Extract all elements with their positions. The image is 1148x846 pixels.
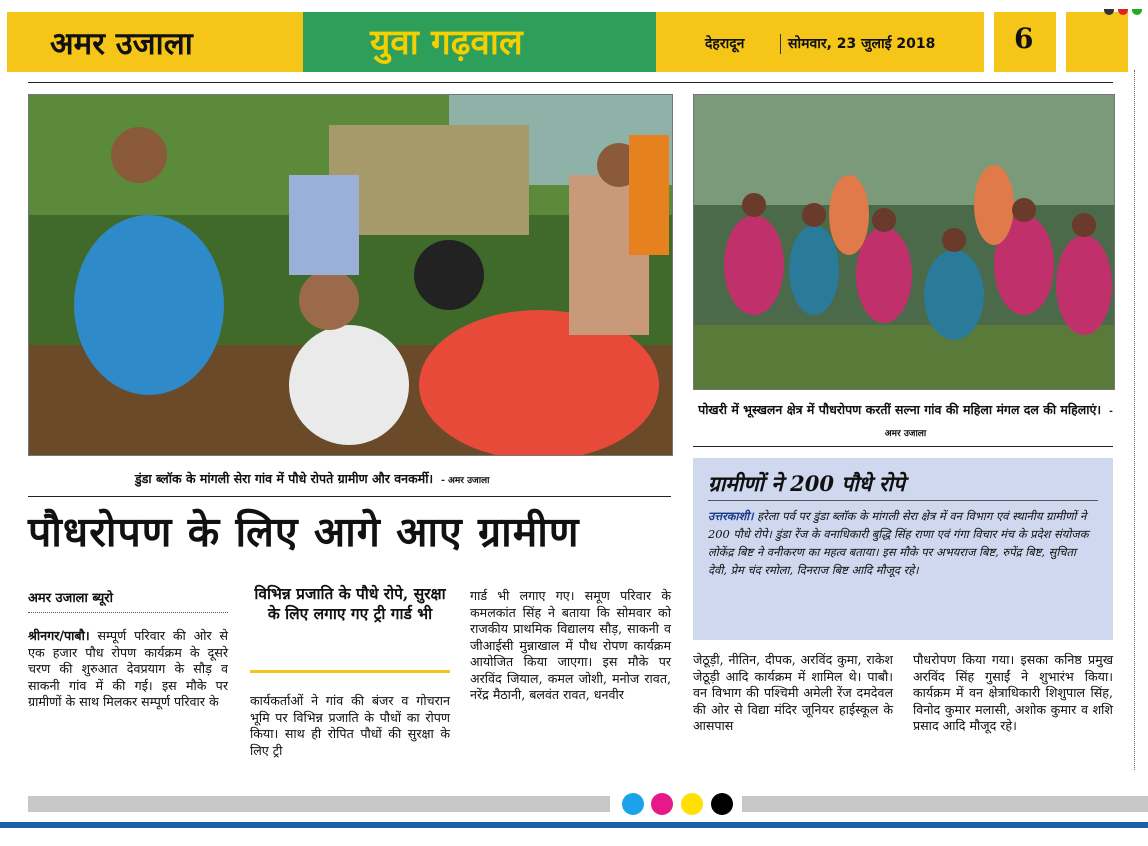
byline-rule: [28, 612, 228, 613]
left-photo: [28, 94, 673, 456]
column-1-dateline: श्रीनगर/पाबौ।: [28, 628, 90, 643]
sidebar-title: ग्रामीणों ने 200 पौधे रोपे: [708, 471, 905, 496]
sidebar-body: हरेला पर्व पर डुंडा ब्लॉक के मांगली सेरा क्षेत्र में वन विभाग एवं स्थानीय ग्रामीणों ने 200 पौधे रोपे। डुंडा रेंज के वनाधिकारी बुद्धि सिंह राणा एवं गंगा विचार मंच के प्रदेश संयोजक लोकेंद्र बिष्ट ने वनीकरण का महत्व बताया। इस मौके पर अभयराज बिष्ट, रुपेंद्र बिष्ट, सुचिता देवी, प्रेम चंद रमोला, दिनराज बिष्ट आदि मौजूद रहे।: [708, 509, 1089, 577]
column-4: जेठूड़ी, नीतिन, दीपक, अरविंद कुमा, राकेश जेठूड़ी आदि कार्यक्रम में शामिल थे। पाबौ। वन विभाग की पश्चिमी अमेली रेंज दमदेवल की ओर से विद्या मंदिर जूनियर हाईस्कूल के आसपास: [693, 652, 893, 733]
cyan-registration-dot: [622, 793, 644, 815]
column-1: [28, 628, 228, 711]
left-photo-credit: - अमर उजाला: [441, 476, 490, 486]
masthead-end-box: [1066, 12, 1128, 72]
black-registration-dot: [711, 793, 733, 815]
brand-logo: अमर उजाला: [50, 26, 193, 62]
right-photo-caption-row: [693, 400, 1118, 444]
byline: अमर उजाला ब्यूरो: [28, 591, 113, 606]
left-photo-image: [29, 95, 672, 455]
sidebar-rule: [708, 500, 1098, 501]
column-1-text: सम्पूर्ण परिवार की ओर से एक हजार पौध रोपण कार्यक्रम के दूसरे चरण की शुरुआत देवप्रयाग के सौड़ व साकनी गांव में की गई। इस मौके पर ग्रामीणों के साथ मिलकर सम्पूर्ण परिवार के: [28, 628, 228, 709]
footer-gray-bar-right: [742, 796, 1148, 812]
column-3: गार्ड भी लगाए गए। समूण परिवार के कमलकांत सिंह ने बताया कि सोमवार को राजकीय प्राथमिक विद्यालय सौड़, साकनी व जीआईसी मुन्नाखाल में पौध रोपण कार्यक्रम आयोजित किया जाएगा। इस मौके पर अरविंद जियाल, कमल जोशी, मनोज रावत, नरेंद्र मैठानी, बलवंत रावत, धनवीर: [470, 588, 671, 702]
headline: पौधरोपण के लिए आगे आए ग्रामीण: [28, 508, 580, 556]
magenta-registration-dot: [651, 793, 673, 815]
right-photo-credit: - अमर उजाला: [884, 407, 1113, 439]
yellow-registration-dot: [681, 793, 703, 815]
right-photo-caption: पोखरी में भूस्खलन क्षेत्र में पौधरोपण करतीं सल्ना गांव की महिला मंगल दल की महिलाएं।: [698, 402, 1102, 417]
subhead-rule: [250, 670, 450, 673]
column-2: कार्यकर्ताओं ने गांव की बंजर व गोचरान भूमि पर विभिन्न प्रजाति के पौधों का रोपण किया। साथ ही रोपित पौधों की सुरक्षा के लिए ट्री: [250, 693, 450, 758]
right-photo: [693, 94, 1115, 390]
right-edge-dotted-rule: [1134, 70, 1135, 770]
sidebar-body-wrap: [708, 507, 1098, 579]
right-photo-image: [694, 95, 1114, 389]
right-photo-bottom-rule: [693, 446, 1113, 447]
left-photo-caption: डुंडा ब्लॉक के मांगली सेरा गांव में पौधे रोपते ग्रामीण और वनकर्मी।: [135, 471, 434, 486]
masthead-bottom-rule: [28, 82, 1113, 83]
section-title: युवा गढ़वाल: [370, 22, 523, 63]
top-registration-marks: [1104, 0, 1148, 6]
column-5: पौधरोपण किया गया। इसका कनिष्ठ प्रमुख अरविंद सिंह गुसाईं ने शुभारंभ किया। कार्यक्रम में वन क्षेत्राधिकारी शिशुपाल सिंह, विनोद कुमार मलासी, अशोक कुमार व शशि प्रसाद आदि मौजूद रहे।: [913, 652, 1113, 733]
footer-gray-bar-left: [28, 796, 610, 812]
sidebar-dateline: उत्तरकाशी।: [708, 509, 754, 523]
masthead-city: देहरादून: [705, 36, 745, 52]
left-photo-caption-row: [135, 470, 675, 487]
masthead-divider: [780, 34, 781, 54]
headline-top-rule: [28, 496, 671, 497]
footer-blue-bar: [0, 822, 1148, 828]
subhead: विभिन्न प्रजाति के पौधे रोपे, सुरक्षा के लिए लगाए गए ट्री गार्ड भी: [254, 584, 446, 623]
page-number: 6: [1014, 22, 1034, 55]
masthead-date: सोमवार, 23 जुलाई 2018: [788, 36, 936, 52]
